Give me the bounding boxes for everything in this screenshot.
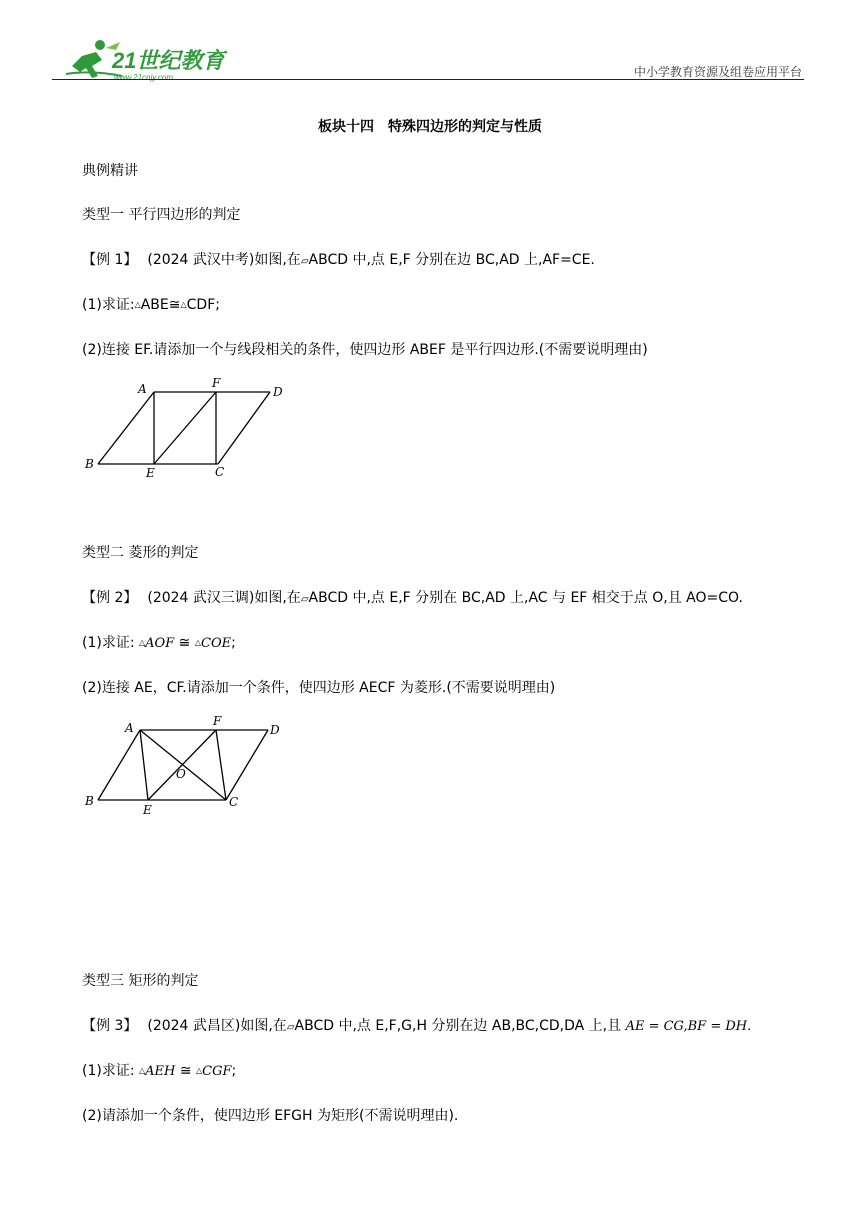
label-E: E bbox=[146, 466, 155, 480]
label-D: D bbox=[273, 385, 283, 399]
label-D: D bbox=[270, 723, 280, 737]
example2-q1: (1)求证: △AOF ≅ △COE; bbox=[82, 635, 236, 651]
label-E: E bbox=[143, 803, 152, 817]
label-F: F bbox=[212, 376, 221, 390]
example3-q2: (2)请添加一个条件，使四边形 EFGH 为矩形(不需说明理由). bbox=[82, 1108, 459, 1124]
example3-stem: 【例 3】 (2024 武昌区)如图,在▱ABCD 中,点 E,F,G,H 分别在边 AB,BC,CD,DA 上,且 AE = CG,BF = DH. bbox=[82, 1018, 752, 1034]
triangle-symbol: △ bbox=[196, 1066, 203, 1075]
example1-label: 【例 1】 bbox=[82, 252, 138, 268]
example2-stem: 【例 2】 (2024 武汉三调)如图,在▱ABCD 中,点 E,F 分别在 BC,AD 上,AC 与 EF 相交于点 O,且 AO=CO. bbox=[82, 590, 743, 606]
type2-heading: 类型二 菱形的判定 bbox=[82, 545, 199, 561]
logo-url: www.21cnjy.com bbox=[114, 73, 173, 82]
example1-q2: (2)连接 EF.请添加一个与线段相关的条件，使四边形 ABEF 是平行四边形.(不需要说明理由) bbox=[82, 342, 648, 358]
parallelogram-symbol: ▱ bbox=[300, 256, 309, 267]
label-A: A bbox=[125, 721, 134, 735]
section-heading: 典例精讲 bbox=[82, 163, 138, 179]
type1-heading: 类型一 平行四边形的判定 bbox=[82, 207, 241, 223]
type3-heading: 类型三 矩形的判定 bbox=[82, 973, 199, 989]
example3-q1: (1)求证: △AEH ≅ △CGF; bbox=[82, 1063, 237, 1079]
parallelogram-symbol: ▱ bbox=[286, 1022, 295, 1033]
page-title: 板块十四 特殊四边形的判定与性质 bbox=[318, 119, 542, 135]
triangle-symbol: △ bbox=[194, 638, 202, 647]
label-C: C bbox=[229, 795, 239, 809]
header-slogan: 中小学教育资源及组卷应用平台 bbox=[633, 65, 802, 79]
example1-stem: 【例 1】 (2024 武汉中考)如图,在▱ABCD 中,点 E,F 分别在边 BC,AD 上,AF=CE. bbox=[82, 252, 595, 268]
example2-q2: (2)连接 AE，CF.请添加一个条件，使四边形 AECF 为菱形.(不需要说明理由) bbox=[82, 680, 556, 696]
label-B: B bbox=[85, 457, 94, 471]
header-divider bbox=[52, 79, 804, 80]
label-F: F bbox=[213, 714, 222, 728]
label-C: C bbox=[215, 465, 225, 479]
label-B: B bbox=[85, 794, 94, 808]
example2-label: 【例 2】 bbox=[82, 590, 138, 606]
example3-label: 【例 3】 bbox=[82, 1018, 138, 1034]
figure-example2 bbox=[82, 714, 292, 824]
triangle-symbol: △ bbox=[139, 638, 146, 647]
example1-q1: (1)求证:△ABE≅△CDF; bbox=[82, 297, 220, 313]
figure-example1 bbox=[82, 376, 292, 484]
triangle-symbol: △ bbox=[180, 300, 187, 309]
logo-text: 21世纪教育 bbox=[112, 48, 225, 73]
triangle-symbol: △ bbox=[139, 1066, 146, 1075]
parallelogram-symbol: ▱ bbox=[300, 594, 309, 605]
label-A: A bbox=[138, 382, 147, 396]
label-O: O bbox=[176, 767, 186, 781]
triangle-symbol: △ bbox=[134, 300, 141, 309]
